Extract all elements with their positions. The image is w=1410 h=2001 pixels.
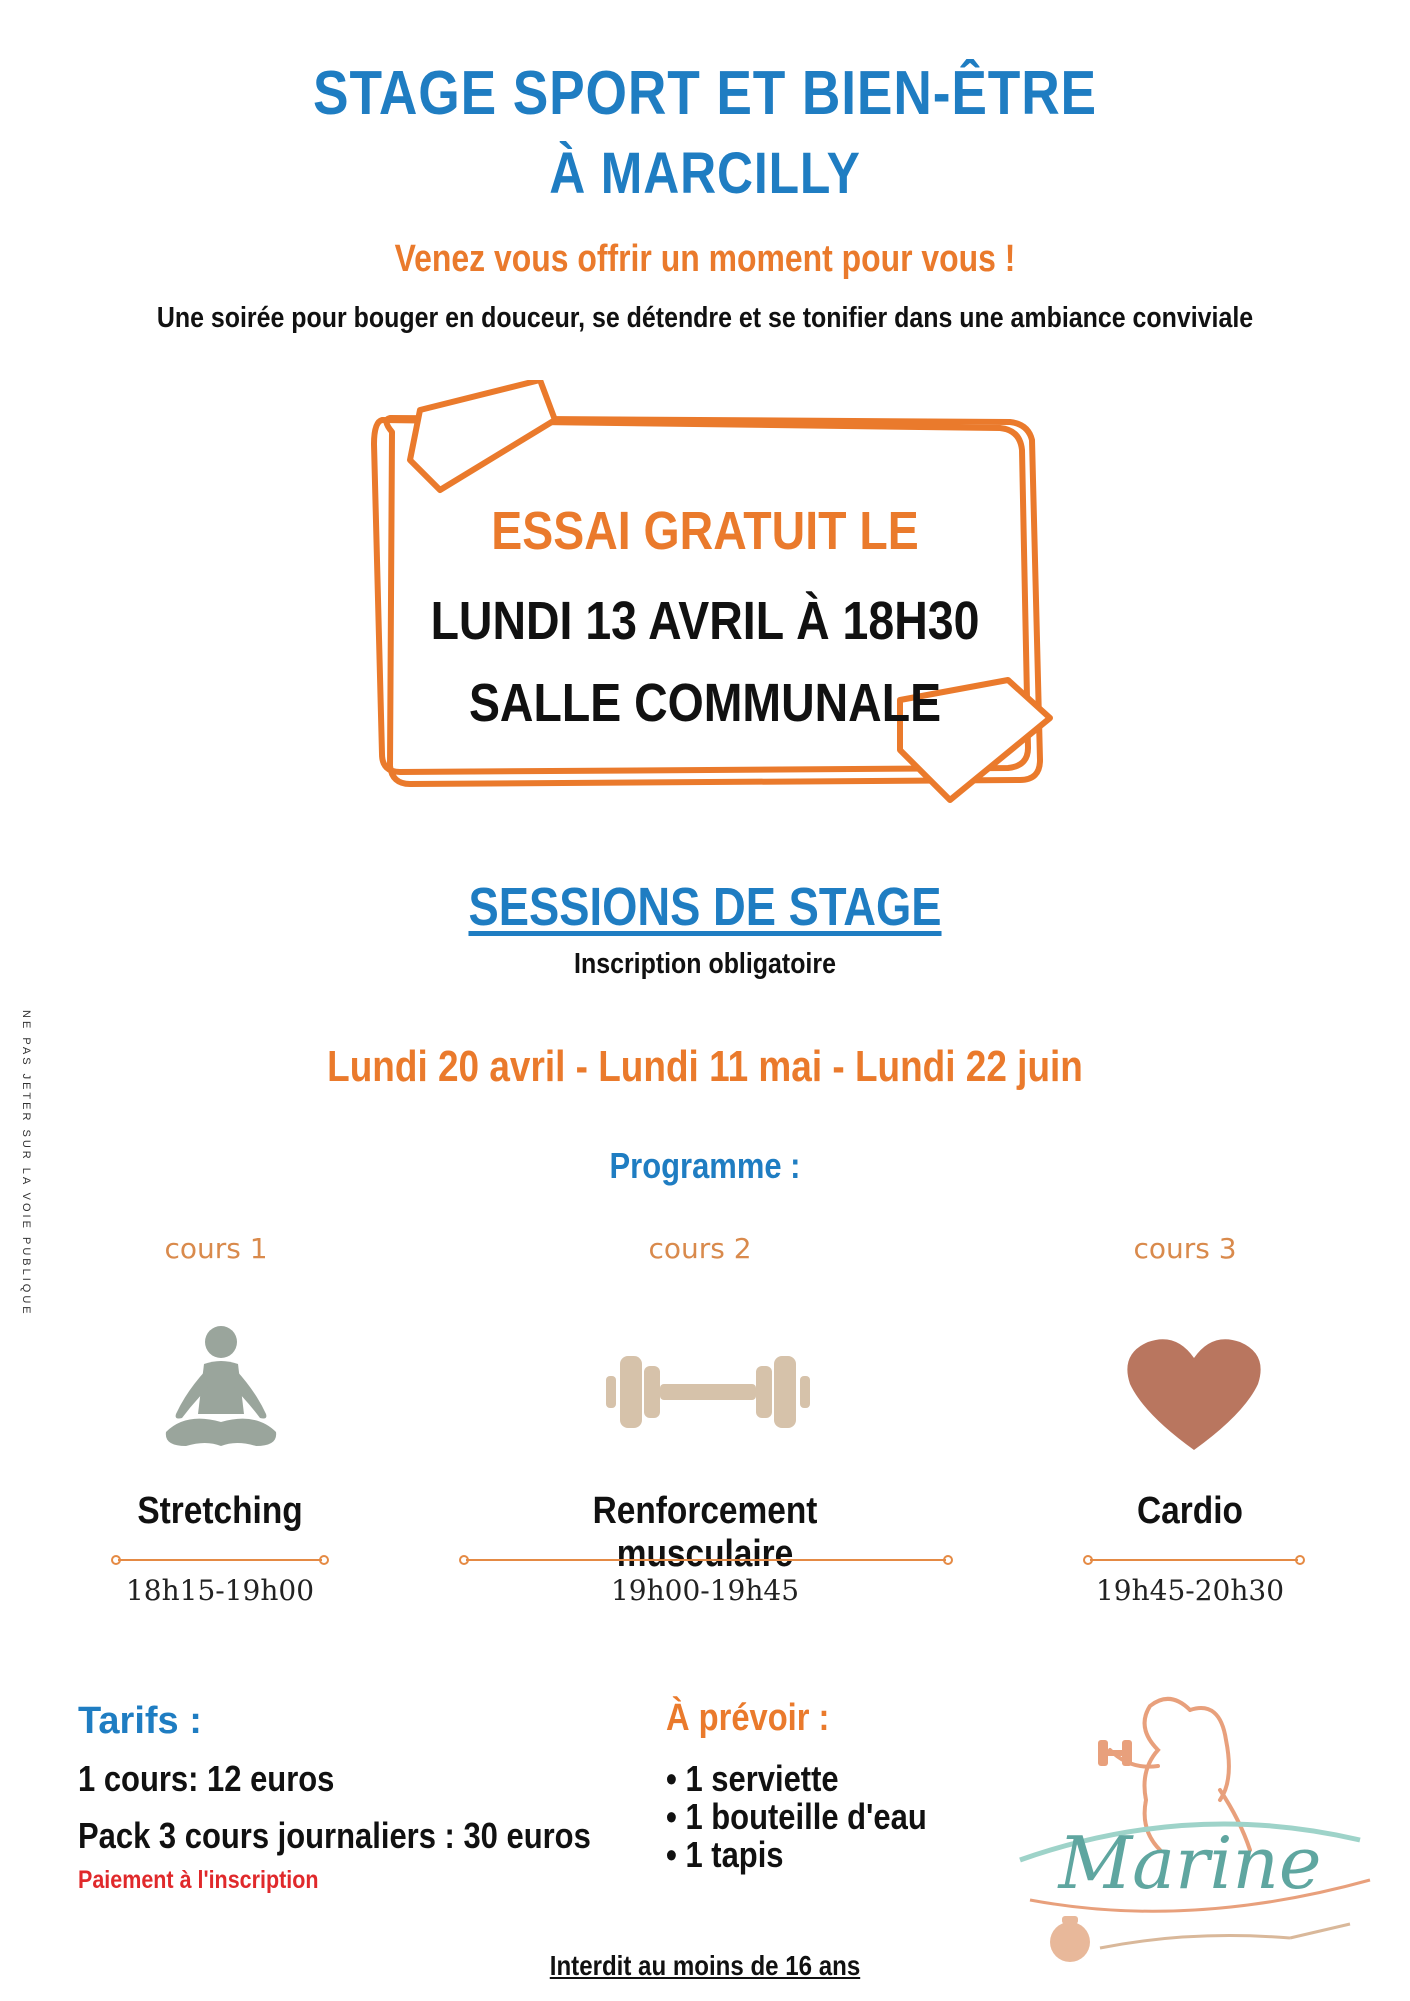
sessions-subtitle: Inscription obligatoire <box>574 948 836 980</box>
divider <box>110 1554 330 1566</box>
side-note: NE PAS JETER SUR LA VOIE PUBLIQUE <box>20 1010 32 1317</box>
divider <box>458 1554 954 1566</box>
tarif-pack: Pack 3 cours journaliers : 30 euros <box>78 1815 591 1856</box>
programme-label: Programme : <box>609 1145 801 1186</box>
course-name: Cardio <box>1137 1490 1243 1532</box>
logo-text: Marine <box>1058 1821 1322 1905</box>
subline: Une soirée pour bouger en douceur, se détendre et se tonifier dans une ambiance conviviale <box>156 302 1254 334</box>
prevoir-item: • 1 tapis <box>666 1834 784 1875</box>
course-time: 18h15-19h00 <box>125 1574 315 1607</box>
session-dates: Lundi 20 avril - Lundi 11 mai - Lundi 22 juin <box>327 1042 1083 1091</box>
meditation-icon <box>146 1322 296 1462</box>
tarifs-title: Tarifs : <box>78 1700 202 1742</box>
course-number: cours 2 <box>648 1232 752 1265</box>
course-time: 19h45-20h30 <box>1095 1574 1285 1607</box>
tagline: Venez vous offrir un moment pour vous ! <box>394 238 1016 280</box>
trial-date: LUNDI 13 AVRIL À 18H30 <box>430 591 980 651</box>
course-2 <box>490 1232 910 1265</box>
poster-location: À MARCILLY <box>549 141 861 206</box>
course-number: cours 3 <box>1133 1232 1237 1265</box>
course-1 <box>6 1232 426 1265</box>
sessions-title: SESSIONS DE STAGE <box>468 877 942 937</box>
prevoir-title: À prévoir : <box>666 1697 830 1739</box>
prevoir-item: • 1 bouteille d'eau <box>666 1796 927 1837</box>
dumbbell-icon <box>606 1342 810 1442</box>
heart-icon <box>1124 1334 1264 1454</box>
course-3 <box>975 1232 1395 1265</box>
poster-title: STAGE SPORT ET BIEN-ÊTRE <box>313 59 1097 128</box>
divider <box>1082 1554 1306 1566</box>
prevoir-item: • 1 serviette <box>666 1758 839 1799</box>
course-name: Renforcement musculaire <box>592 1490 818 1575</box>
tarif-single: 1 cours: 12 euros <box>78 1758 335 1799</box>
trial-venue: SALLE COMMUNALE <box>468 673 942 733</box>
trial-heading: ESSAI GRATUIT LE <box>491 501 919 561</box>
course-time: 19h00-19h45 <box>610 1574 800 1607</box>
marine-logo <box>990 1680 1390 1980</box>
course-name: Stretching <box>137 1490 303 1532</box>
course-number: cours 1 <box>164 1232 268 1265</box>
payment-note: Paiement à l'inscription <box>78 1866 319 1894</box>
age-restriction: Interdit au moins de 16 ans <box>549 1950 861 1981</box>
